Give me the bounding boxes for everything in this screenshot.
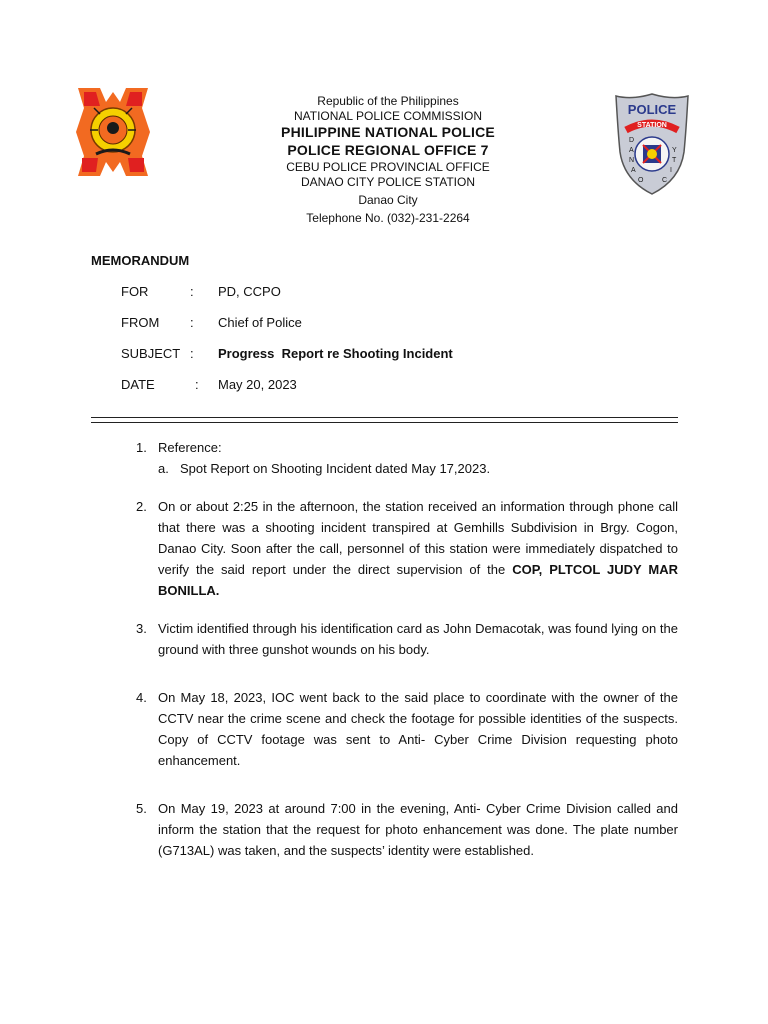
pnp-seal-logo bbox=[70, 88, 156, 176]
telephone-line: Telephone No. (032)-231-2264 bbox=[306, 211, 470, 225]
item-number: 4. bbox=[136, 690, 147, 705]
republic-line: Republic of the Philippines bbox=[317, 94, 459, 108]
provincial-office-line: CEBU POLICE PROVINCIAL OFFICE bbox=[286, 160, 490, 174]
item-bold-text: COP, PLTCOL JUDY MAR BONILLA. bbox=[158, 562, 678, 598]
memo-label: FOR bbox=[121, 284, 149, 299]
police-station-badge-logo bbox=[612, 92, 692, 196]
svg-text:C: C bbox=[662, 177, 668, 184]
letterhead bbox=[230, 94, 546, 226]
memo-value: PD, CCPO bbox=[218, 284, 281, 299]
item-number: 3. bbox=[136, 621, 147, 636]
list-item-incident bbox=[136, 496, 678, 601]
memo-colon: : bbox=[190, 346, 194, 361]
svg-text:N: N bbox=[629, 157, 635, 164]
item-text: On May 19, 2023 at around 7:00 in the evening, Anti- Cyber Crime Division called and inform the station that the request for photo enhancement was done. The plate number (G713AL) was taken, and the suspects’ identity were established. bbox=[158, 801, 678, 858]
divider-line bbox=[91, 417, 678, 418]
divider-line bbox=[91, 422, 678, 423]
svg-text:A: A bbox=[631, 167, 636, 174]
list-item-reference bbox=[136, 437, 678, 479]
svg-text:A: A bbox=[629, 147, 634, 154]
station-line: DANAO CITY POLICE STATION bbox=[300, 175, 476, 189]
list-item-cctv bbox=[136, 687, 678, 771]
svg-text:D: D bbox=[629, 137, 635, 144]
list-item-enhancement bbox=[136, 798, 678, 861]
memo-title: MEMORANDUM bbox=[91, 253, 190, 268]
item-number: 2. bbox=[136, 499, 147, 514]
memo-value: Progress Report re Shooting Incident bbox=[218, 346, 453, 361]
memo-label: SUBJECT bbox=[121, 346, 181, 361]
sub-item-letter: a. bbox=[158, 461, 169, 476]
memo-value: Chief of Police bbox=[218, 315, 302, 330]
svg-text:I: I bbox=[670, 167, 672, 174]
item-number: 1. bbox=[136, 440, 147, 455]
item-number: 5. bbox=[136, 801, 147, 816]
svg-text:O: O bbox=[638, 177, 644, 184]
commission-line: NATIONAL POLICE COMMISSION bbox=[293, 109, 483, 123]
regional-office-line: POLICE REGIONAL OFFICE 7 bbox=[287, 141, 489, 158]
city-line: Danao City bbox=[358, 193, 418, 207]
pnp-line: PHILIPPINE NATIONAL POLICE bbox=[281, 124, 495, 140]
item-text: Reference: bbox=[158, 440, 222, 455]
memo-colon: : bbox=[190, 315, 194, 330]
sub-item bbox=[158, 458, 678, 479]
svg-text:T: T bbox=[672, 157, 677, 164]
memo-colon: : bbox=[190, 284, 194, 299]
badge-station-text: STATION bbox=[637, 122, 667, 129]
memo-label: FROM bbox=[121, 315, 160, 330]
memo-value: May 20, 2023 bbox=[218, 377, 297, 392]
sub-item-text: Spot Report on Shooting Incident dated May 17,2023. bbox=[180, 461, 491, 476]
svg-text:Y: Y bbox=[672, 147, 677, 154]
memo-colon: : bbox=[195, 377, 199, 392]
item-text: On May 18, 2023, IOC went back to the said place to coordinate with the owner of the CCTV near the crime scene and check the footage for possible identities of the suspects. Copy of CCTV footage was sent to Anti- Cyber Crime Division requesting photo enhancement. bbox=[158, 690, 678, 768]
memo-body bbox=[136, 437, 678, 861]
memo-label: DATE bbox=[121, 377, 155, 392]
item-text: On or about 2:25 in the afternoon, the station received an information through phone call that there was a shooting incident transpired at Gemhills Subdivision in Brgy. Cogon, Danao City. Soon after the call, personnel of this station were immediately dispatched to verify the said report under the direct supervision of the bbox=[158, 499, 678, 577]
badge-police-text: POLICE bbox=[627, 102, 677, 117]
item-text: Victim identified through his identification card as John Demacotak, was found lying on the ground with three gunshot wounds on his body. bbox=[158, 621, 678, 657]
list-item-victim bbox=[136, 618, 678, 660]
